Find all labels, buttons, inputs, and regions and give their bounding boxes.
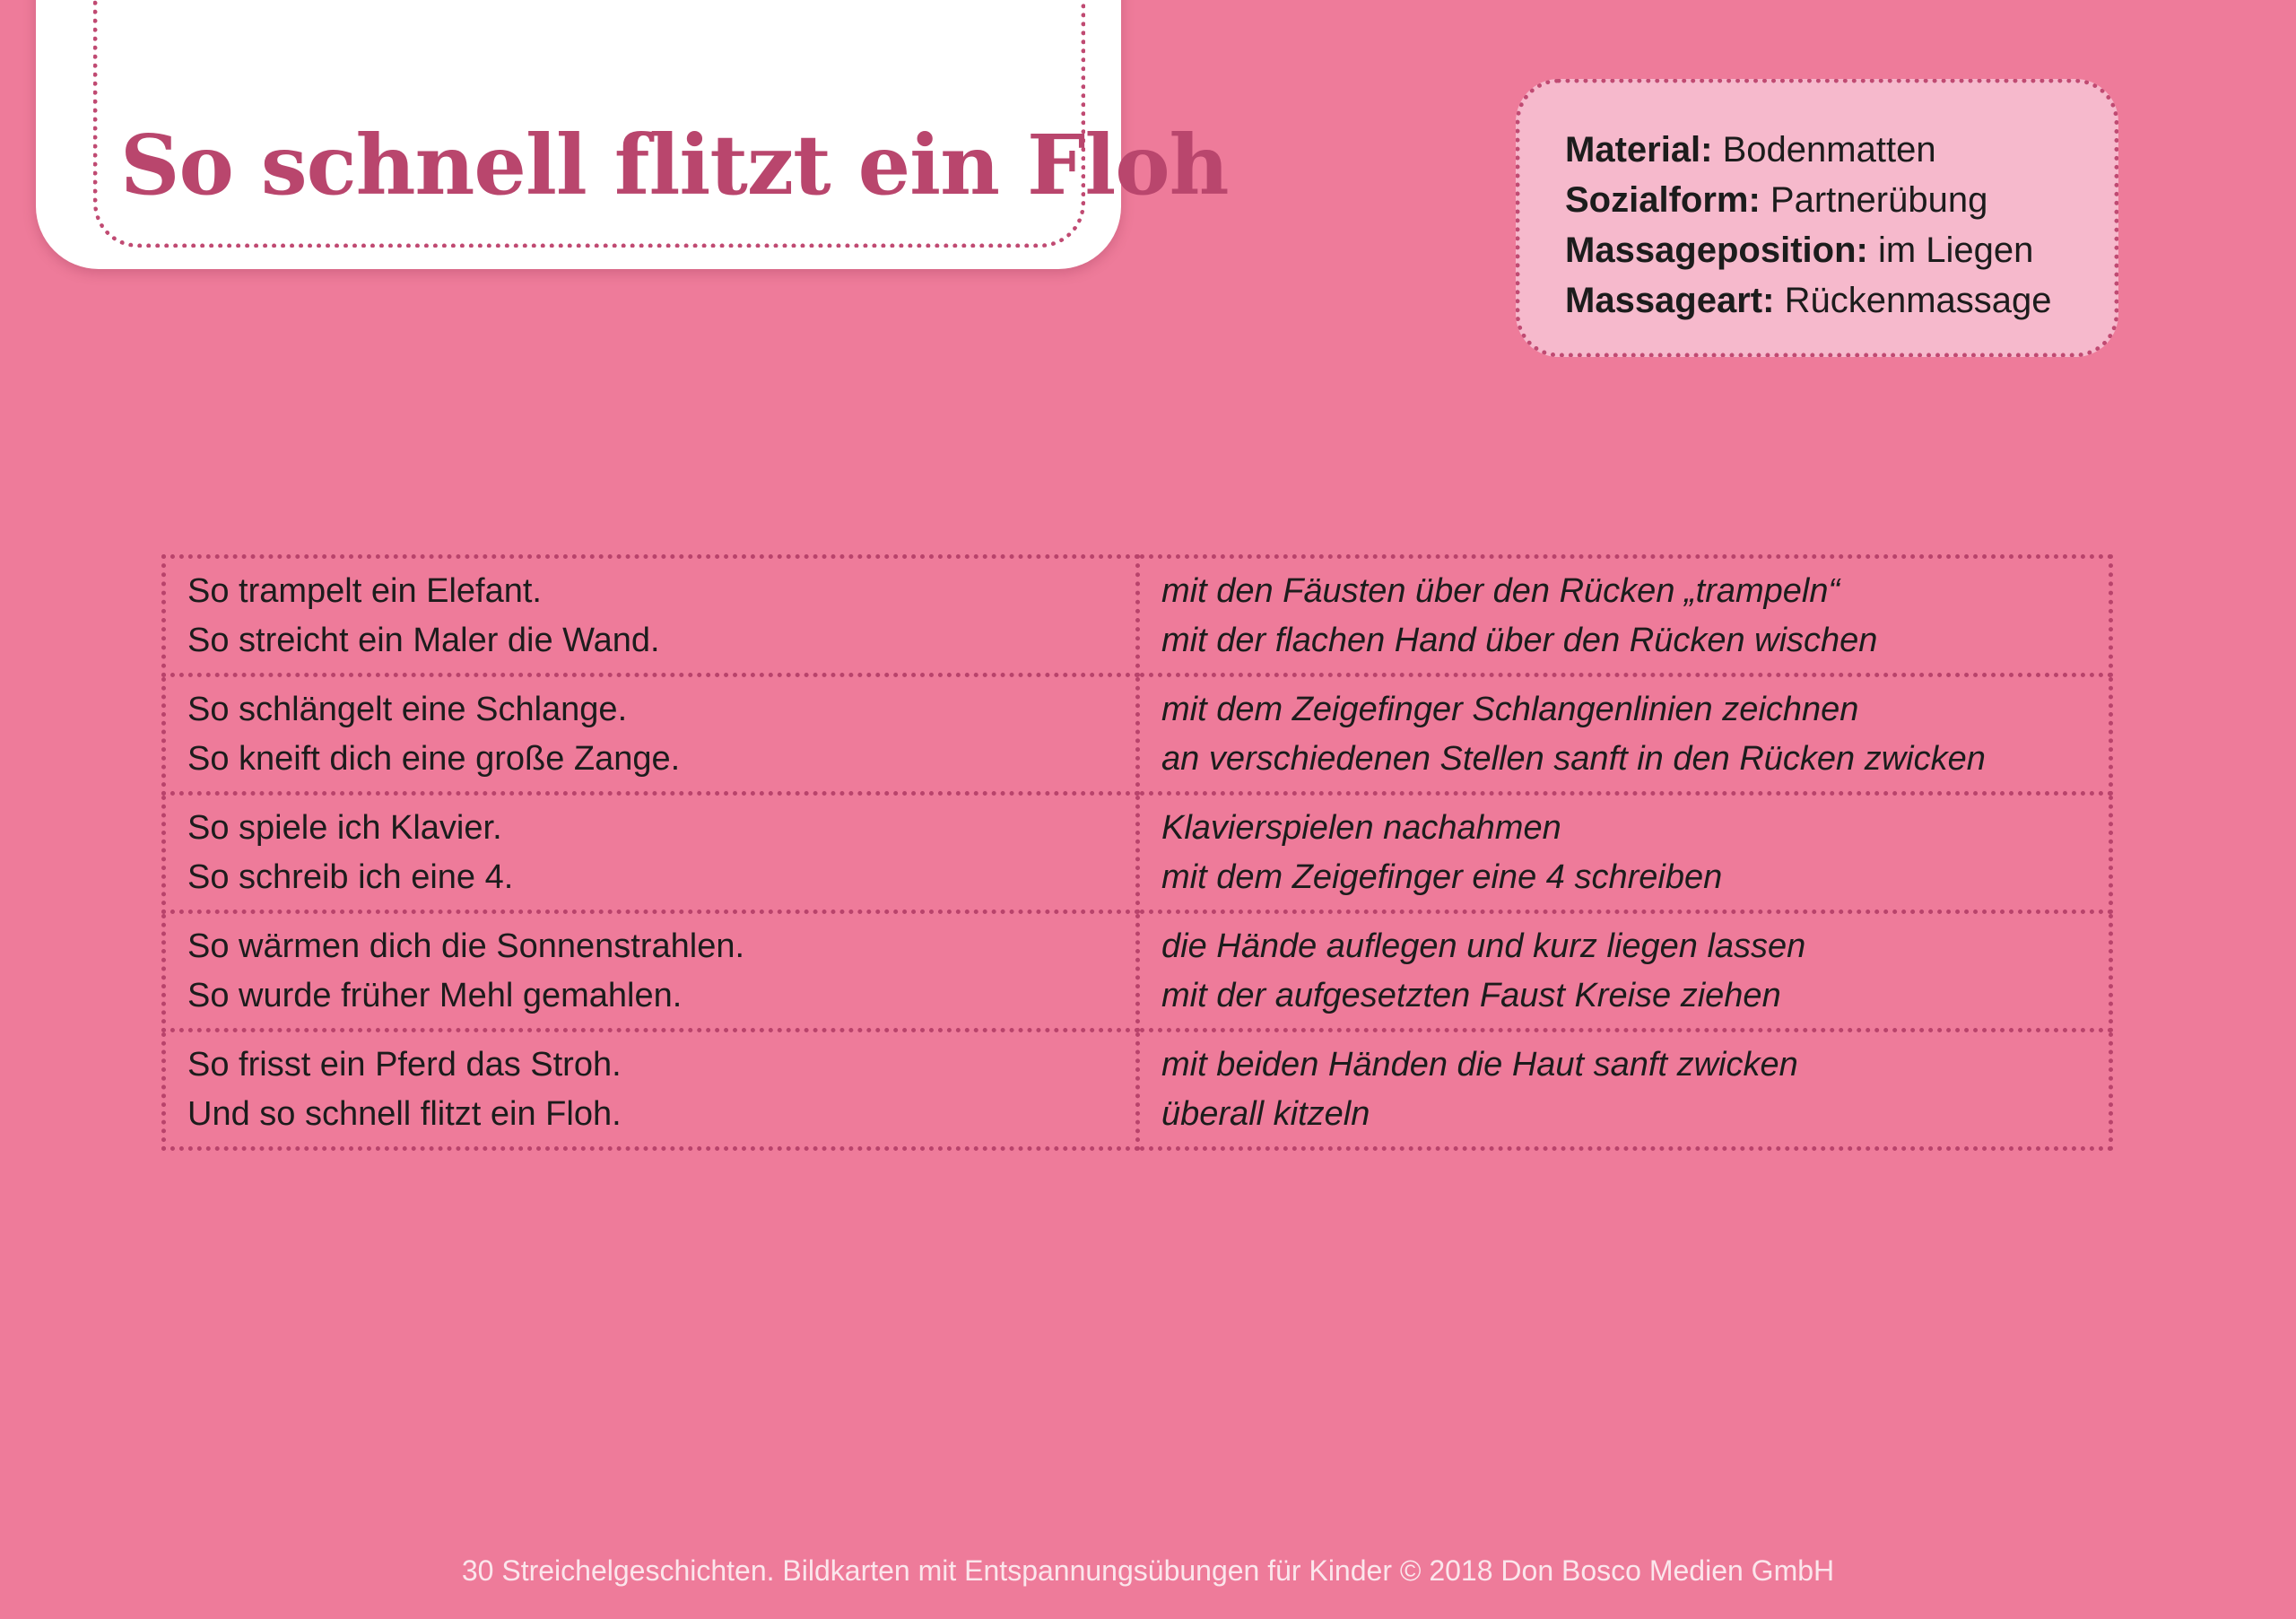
verse-cell bbox=[164, 1031, 1138, 1149]
verse-cell bbox=[164, 675, 1138, 794]
info-key: Massageart: bbox=[1565, 281, 1775, 320]
action-line: die Hände auflegen und kurz liegen lassen bbox=[1161, 927, 1806, 965]
massage-table bbox=[161, 554, 2113, 1151]
footer-copyright: 30 Streichelgeschichten. Bildkarten mit Entspannungsübungen für Kinder © 2018 Don Bosco Medien GmbH bbox=[461, 1554, 1835, 1587]
info-value: Partnerübung bbox=[1770, 180, 1988, 220]
info-massageart bbox=[1565, 275, 2114, 326]
info-value: Rückenmassage bbox=[1784, 281, 2052, 320]
table-row bbox=[164, 557, 2111, 675]
action-line: mit dem Zeigefinger eine 4 schreiben bbox=[1161, 857, 1723, 896]
verse-line: So kneift dich eine große Zange. bbox=[187, 739, 681, 778]
action-line: mit den Fäusten über den Rücken „trampeln“ bbox=[1161, 571, 1840, 610]
verse-line: So wärmen dich die Sonnenstrahlen. bbox=[187, 927, 745, 965]
action-cell bbox=[1138, 1031, 2111, 1149]
verse-line: So frisst ein Pferd das Stroh. bbox=[187, 1045, 622, 1084]
info-material bbox=[1565, 125, 2114, 175]
verse-cell bbox=[164, 912, 1138, 1031]
info-value: Bodenmatten bbox=[1722, 130, 1936, 170]
verse-line: So spiele ich Klavier. bbox=[187, 808, 502, 847]
action-cell bbox=[1138, 675, 2111, 794]
info-massageposition bbox=[1565, 225, 2114, 275]
verse-line: So trampelt ein Elefant. bbox=[187, 571, 542, 610]
verse-line: So schreib ich eine 4. bbox=[187, 857, 514, 896]
verse-cell bbox=[164, 557, 1138, 675]
verse-line: So wurde früher Mehl gemahlen. bbox=[187, 976, 683, 1014]
table-row bbox=[164, 1031, 2111, 1149]
action-cell bbox=[1138, 794, 2111, 912]
info-value: im Liegen bbox=[1877, 231, 2034, 270]
action-line: mit dem Zeigefinger Schlangenlinien zeichnen bbox=[1161, 690, 1859, 728]
info-key: Sozialform: bbox=[1565, 180, 1761, 220]
verse-line: Und so schnell flitzt ein Floh. bbox=[187, 1094, 622, 1133]
table-row bbox=[164, 675, 2111, 794]
action-cell bbox=[1138, 912, 2111, 1031]
verse-line: So schlängelt eine Schlange. bbox=[187, 690, 628, 728]
page-title: So schnell flitzt ein Floh bbox=[120, 117, 1229, 213]
action-line: an verschiedenen Stellen sanft in den Rücken zwicken bbox=[1161, 739, 1986, 778]
action-line: mit beiden Händen die Haut sanft zwicken bbox=[1161, 1045, 1798, 1084]
table-row bbox=[164, 912, 2111, 1031]
info-box bbox=[1516, 79, 2118, 357]
verse-line: So streicht ein Maler die Wand. bbox=[187, 621, 660, 659]
action-cell bbox=[1138, 557, 2111, 675]
table-row bbox=[164, 794, 2111, 912]
info-key: Material: bbox=[1565, 130, 1713, 170]
verse-cell bbox=[164, 794, 1138, 912]
info-sozialform bbox=[1565, 175, 2114, 225]
action-line: mit der flachen Hand über den Rücken wischen bbox=[1161, 621, 1878, 659]
action-line: Klavierspielen nachahmen bbox=[1161, 808, 1561, 847]
action-line: überall kitzeln bbox=[1161, 1094, 1370, 1133]
action-line: mit der aufgesetzten Faust Kreise ziehen bbox=[1161, 976, 1781, 1014]
info-key: Massageposition: bbox=[1565, 231, 1868, 270]
